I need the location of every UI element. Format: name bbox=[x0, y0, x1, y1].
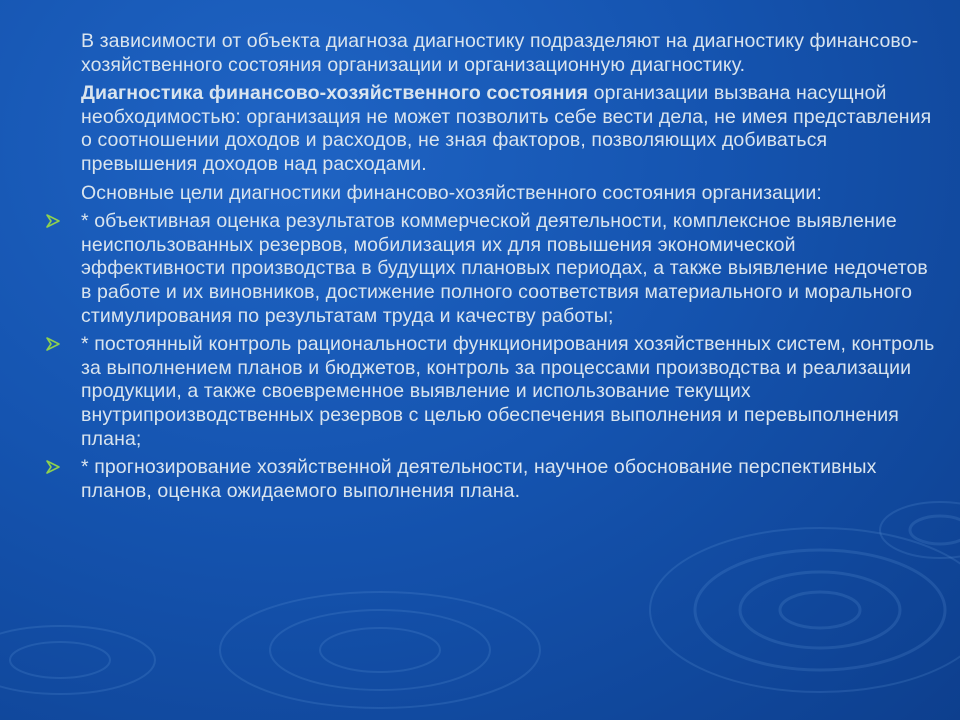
intro-paragraph bbox=[45, 30, 935, 77]
financial-diagnostics-paragraph bbox=[45, 82, 935, 176]
arrowhead-bullet-icon bbox=[45, 213, 61, 229]
arrowhead-bullet-icon bbox=[45, 459, 61, 475]
goals-heading-text: Основные цели диагностики финансово-хозяйственного состояния организации: bbox=[81, 181, 822, 204]
financial-diagnostics-term: Диагностика финансово-хозяйственного состояния bbox=[81, 82, 589, 105]
goal-bullet-text: * объективная оценка результатов коммерческой деятельности, комплексное выявление неиспользованных резервов, мобилизация их для повышения экономической эффективности производства в будущих плановых периодах, а также выявление недочетов в работе и их виновников, достижение полного соответствия материального и морального стимулирования по результатам труда и качеству работы; bbox=[81, 210, 928, 327]
intro-text: В зависимости от объекта диагноза диагностику подразделяют на диагностику финансово-хозяйственного состояния организации и организационную диагностику. bbox=[81, 30, 919, 76]
financial-diagnostics-text: организации вызвана насущной необходимостью: организация не может позволить себе вести дела, не имея представления о соотношении доходов и расходов, не зная факторов, позволяющих добиваться превышения доходов над расходами. bbox=[81, 82, 932, 175]
goal-bullet-text: * постоянный контроль рациональности функционирования хозяйственных систем, контроль за выполнением планов и бюджетов, контроль за процессами производства и реализации продукции, а также своевременное выявление и использование текущих внутрипроизводственных резервов с целью обеспечения выполнения и перевыполнения плана; bbox=[81, 333, 935, 450]
goals-heading-paragraph bbox=[45, 182, 935, 206]
arrowhead-bullet-icon bbox=[45, 336, 61, 352]
goal-bullet-text: * прогнозирование хозяйственной деятельности, научное обоснование перспективных планов, оценка ожидаемого выполнения плана. bbox=[81, 456, 877, 502]
goal-bullet-item bbox=[45, 456, 935, 503]
slide-body bbox=[45, 30, 935, 508]
goal-bullet-item bbox=[45, 333, 935, 451]
goal-bullet-item bbox=[45, 210, 935, 328]
